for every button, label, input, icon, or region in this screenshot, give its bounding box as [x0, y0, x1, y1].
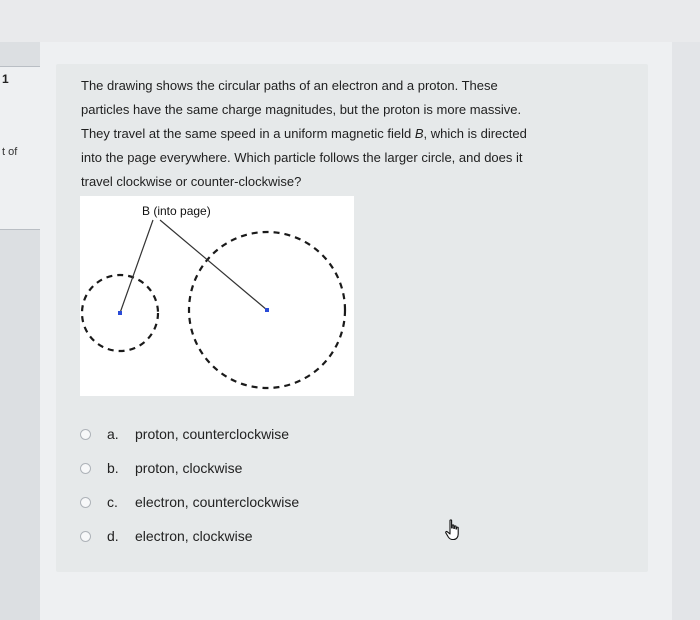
b-field-symbol: B [414, 126, 424, 141]
radio-c[interactable] [80, 497, 91, 508]
question-number: 1 [2, 72, 9, 86]
b-field-label: B (into page) [142, 204, 211, 218]
option-b[interactable] [80, 456, 380, 480]
option-b-letter: b. [107, 460, 119, 476]
question-line-2: particles have the same charge magnitudes, but the proton is more massive. [81, 102, 522, 117]
option-b-text: proton, clockwise [135, 460, 243, 476]
option-c[interactable] [80, 490, 380, 514]
hand-pointer-icon [444, 519, 462, 541]
radio-a[interactable] [80, 429, 91, 440]
option-d[interactable] [80, 524, 380, 548]
option-d-text: electron, clockwise [135, 528, 253, 544]
radio-d[interactable] [80, 531, 91, 542]
question-text [81, 74, 631, 194]
option-a-letter: a. [107, 426, 119, 442]
question-line-3-start: They travel at the same speed in a uniform magnetic field [81, 126, 415, 141]
question-line-4: into the page everywhere. Which particle follows the larger circle, and does it [81, 150, 523, 165]
radio-b[interactable] [80, 463, 91, 474]
top-bar [0, 0, 700, 43]
small-circle-center [118, 311, 122, 315]
right-edge [672, 42, 700, 620]
option-c-letter: c. [107, 494, 118, 510]
option-d-letter: d. [107, 528, 119, 544]
large-circle-center [265, 308, 269, 312]
question-line-1: The drawing shows the circular paths of an electron and a proton. These [81, 78, 498, 93]
option-c-text: electron, counterclockwise [135, 494, 300, 510]
diagram-svg [80, 196, 354, 396]
pointer-line-small [120, 220, 153, 313]
pointer-line-large [160, 220, 267, 310]
option-a[interactable] [80, 422, 380, 446]
question-line-5: travel clockwise or counter-clockwise? [81, 174, 302, 189]
option-a-text: proton, counterclockwise [135, 426, 290, 442]
question-line-3 [81, 122, 631, 146]
circular-paths-diagram [80, 196, 354, 396]
question-line-3-end: , which is directed [423, 126, 527, 141]
points-label: t of [2, 146, 18, 158]
